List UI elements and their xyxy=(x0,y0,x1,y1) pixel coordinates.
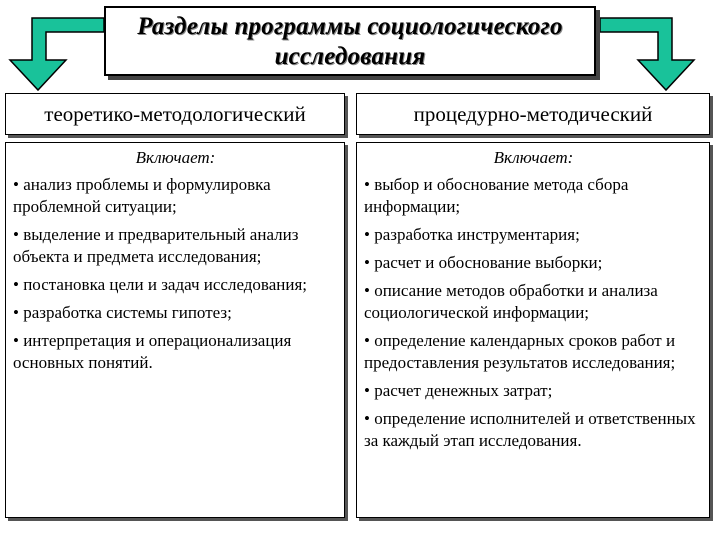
right-column xyxy=(356,142,710,518)
left-list-item: • постановка цели и задач исследования; xyxy=(13,275,307,294)
right-list-item: • описание методов обработки и анализа социологической информации; xyxy=(364,281,658,322)
left-includes-label: Включает: xyxy=(135,148,216,167)
title-line-1: Разделы программы социологического xyxy=(137,13,563,40)
left-list-item: • интерпретация и операционализация основных понятий. xyxy=(13,331,292,372)
left-list-item: • выделение и предварительный анализ объекта и предмета исследования; xyxy=(13,225,299,266)
right-list-item: • расчет денежных затрат; xyxy=(364,381,553,400)
right-list-item: • расчет и обоснование выборки; xyxy=(364,253,603,272)
left-list-item: • анализ проблемы и формулировка проблемной ситуации; xyxy=(13,175,271,216)
right-list-item: • определение исполнителей и ответственных за каждый этап исследования. xyxy=(364,409,696,450)
right-list-item: • разработка инструментария; xyxy=(364,225,580,244)
right-list-item: • определение календарных сроков работ и предоставления результатов исследования; xyxy=(364,331,676,372)
left-list-item: • разработка системы гипотез; xyxy=(13,303,232,322)
left-heading: теоретико-методологический xyxy=(5,93,345,135)
right-arrow-icon xyxy=(600,18,694,90)
left-column xyxy=(5,142,345,518)
title-line-2: исследования xyxy=(274,43,426,70)
right-heading: процедурно-методический xyxy=(356,93,710,135)
right-list-item: • выбор и обоснование метода сбора информации; xyxy=(364,175,629,216)
left-arrow-icon xyxy=(10,18,104,90)
right-includes-label: Включает: xyxy=(493,148,574,167)
diagram-title xyxy=(104,6,596,76)
